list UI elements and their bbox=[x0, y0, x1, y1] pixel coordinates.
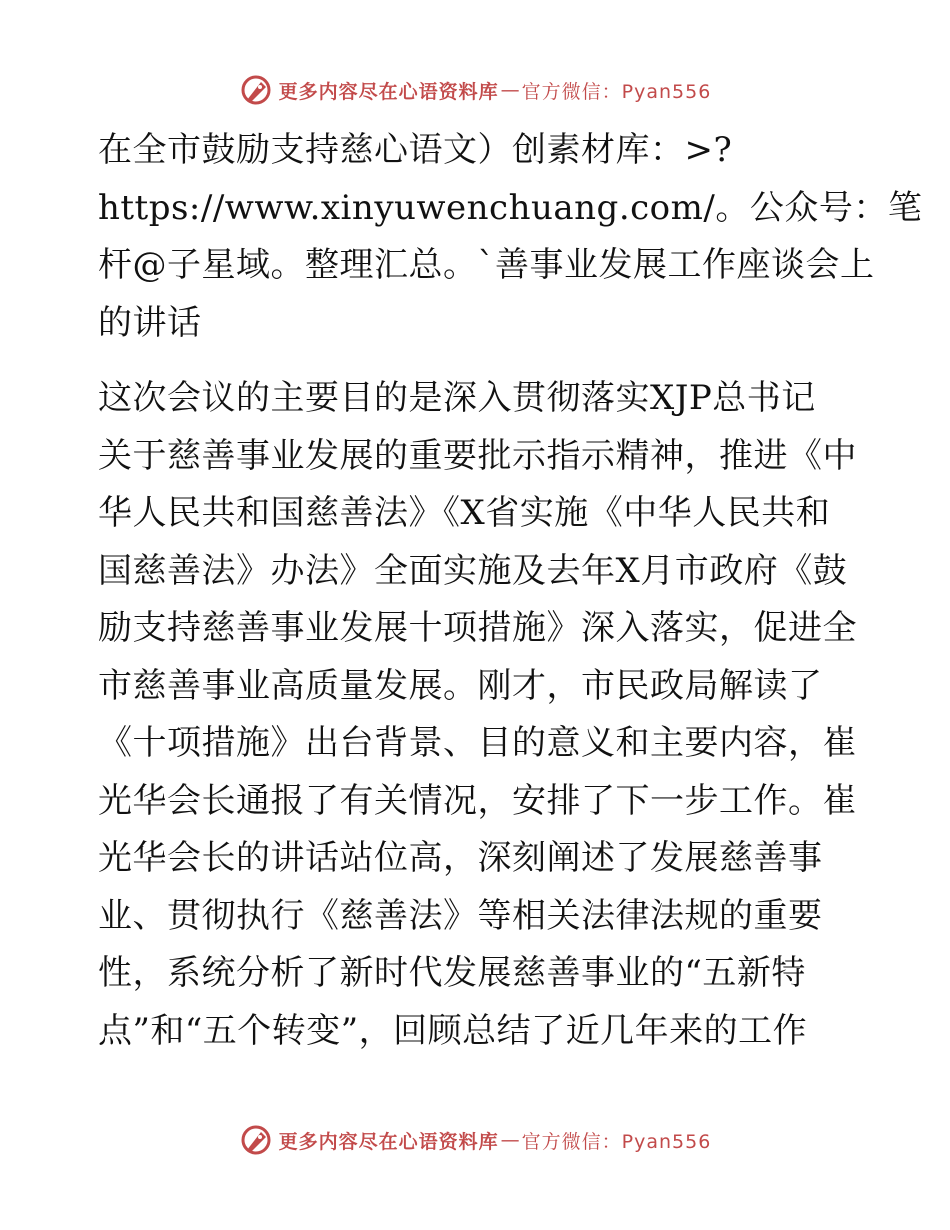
text-line: 的讲话 bbox=[98, 302, 202, 343]
paragraph-body bbox=[98, 370, 857, 1060]
banner-brand-text: 更多内容尽在心语资料库 bbox=[278, 1130, 499, 1153]
text-line: 光华会长通报了有关情况，安排了下一步工作。崔 bbox=[98, 780, 857, 821]
banner-brand-text: 更多内容尽在心语资料库 bbox=[278, 80, 499, 103]
header-banner bbox=[0, 70, 950, 110]
pen-nib-logo-icon bbox=[239, 1123, 273, 1157]
text-line: 这次会议的主要目的是深入贯彻落实XJP总书记 bbox=[98, 378, 816, 418]
document-body bbox=[98, 122, 923, 1060]
text-line: 《十项措施》出台背景、目的意义和主要内容，崔 bbox=[98, 723, 857, 763]
text-line: 华人民共和国慈善法》《X省实施《中华人民共和 bbox=[98, 493, 831, 533]
banner-separator: — bbox=[500, 79, 520, 101]
text-line: 国慈善法》办法》全面实施及去年X月市政府《鼓 bbox=[98, 550, 848, 591]
banner-contact-text: 官方微信：Pyan556 bbox=[521, 1130, 712, 1153]
text-line: 励支持慈善事业发展十项措施》深入落实，促进全 bbox=[98, 608, 857, 648]
text-line: 市慈善事业高质量发展。刚才，市民政局解读了 bbox=[98, 665, 823, 706]
paragraph-title bbox=[98, 122, 923, 352]
text-line: 杆@子星域。整理汇总。`善事业发展工作座谈会上 bbox=[98, 245, 875, 285]
pen-nib-logo-icon bbox=[239, 73, 273, 107]
text-line: 在全市鼓励支持慈心语文）创素材库：>? bbox=[98, 130, 733, 170]
text-line: https://www.xinyuwenchuang.com/。公众号：笔 bbox=[98, 187, 923, 228]
text-line: 点”和“五个转变”，回顾总结了近几年来的工作 bbox=[98, 1010, 808, 1051]
banner-contact-text: 官方微信：Pyan556 bbox=[521, 80, 712, 103]
text-line: 光华会长的讲话站位高，深刻阐述了发展慈善事 bbox=[98, 838, 823, 878]
footer-banner bbox=[0, 1120, 950, 1160]
text-line: 业、贯彻执行《慈善法》等相关法律法规的重要 bbox=[98, 895, 823, 936]
banner-separator: — bbox=[500, 1129, 520, 1151]
text-line: 性，系统分析了新时代发展慈善事业的“五新特 bbox=[98, 953, 806, 993]
text-line: 关于慈善事业发展的重要批示指示精神，推进《中 bbox=[98, 435, 857, 476]
